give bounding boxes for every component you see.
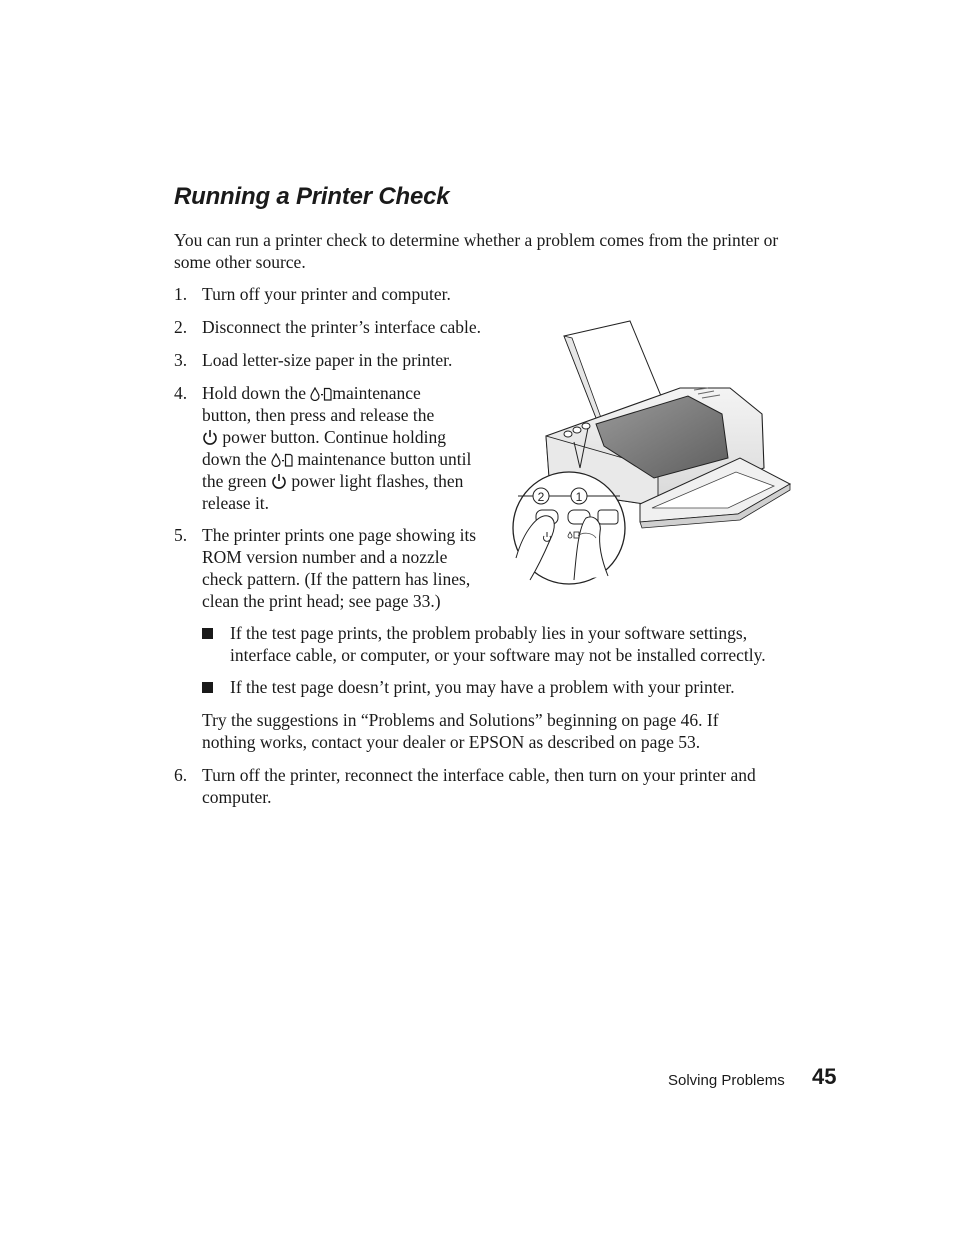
step-line: down the maintenance button until <box>202 449 472 469</box>
power-icon <box>271 473 287 489</box>
page-title: Running a Printer Check <box>174 183 450 210</box>
step-4 <box>174 382 494 514</box>
bullet-item <box>202 622 792 666</box>
step-5 <box>174 524 494 612</box>
step-text: Load letter-size paper in the printer. <box>202 350 453 370</box>
step-line: Hold down the maintenance <box>202 383 421 403</box>
bullet-square <box>202 628 213 639</box>
callout-number-2-label: 2 <box>537 490 545 504</box>
step-number: 2. <box>174 317 188 337</box>
step-text <box>202 382 502 514</box>
intro-paragraph: You can run a printer check to determine whether a problem comes from the printer or some other source. <box>174 230 779 272</box>
page-number: 45 <box>812 1064 837 1089</box>
step-line: power button. Continue holding <box>202 426 502 448</box>
step-number: 5. <box>174 525 188 545</box>
step-number: 6. <box>174 765 188 785</box>
step-number: 3. <box>174 350 188 370</box>
step-text: Turn off the printer, reconnect the interface cable, then turn on your printer and computer. <box>202 765 756 807</box>
callout-number-1-label: 1 <box>575 490 583 504</box>
step-number: 4. <box>174 383 188 403</box>
try-paragraph: Try the suggestions in “Problems and Solutions” beginning on page 46. If nothing works, contact your dealer or EPSON as described on page 53. <box>202 710 719 752</box>
step-line: button, then press and release the <box>202 405 435 425</box>
footer-section-label: Solving Problems <box>668 1072 785 1089</box>
bullet-text: If the test page prints, the problem probably lies in your software settings, interface cable, or computer, or your software may not be installed correctly. <box>230 623 766 665</box>
step-text: Turn off your printer and computer. <box>202 284 451 304</box>
maintenance-icon <box>310 387 332 401</box>
step-text: The printer prints one page showing its ROM version number and a nozzle check pattern. (If the pattern has lines, clean the print head; see page 33.) <box>202 525 477 611</box>
power-icon <box>202 429 218 445</box>
step-line: the green power light flashes, then <box>202 471 464 491</box>
printer-illustration <box>508 318 798 586</box>
step-line: release it. <box>202 493 270 513</box>
bullet-item <box>202 676 792 698</box>
maintenance-icon <box>271 453 293 467</box>
bullet-square <box>202 682 213 693</box>
step-number: 1. <box>174 284 188 304</box>
step-1 <box>174 283 774 305</box>
step-text: Disconnect the printer’s interface cable. <box>202 317 482 337</box>
step-6 <box>174 764 794 808</box>
bullet-text: If the test page doesn’t print, you may have a problem with your printer. <box>230 677 735 697</box>
